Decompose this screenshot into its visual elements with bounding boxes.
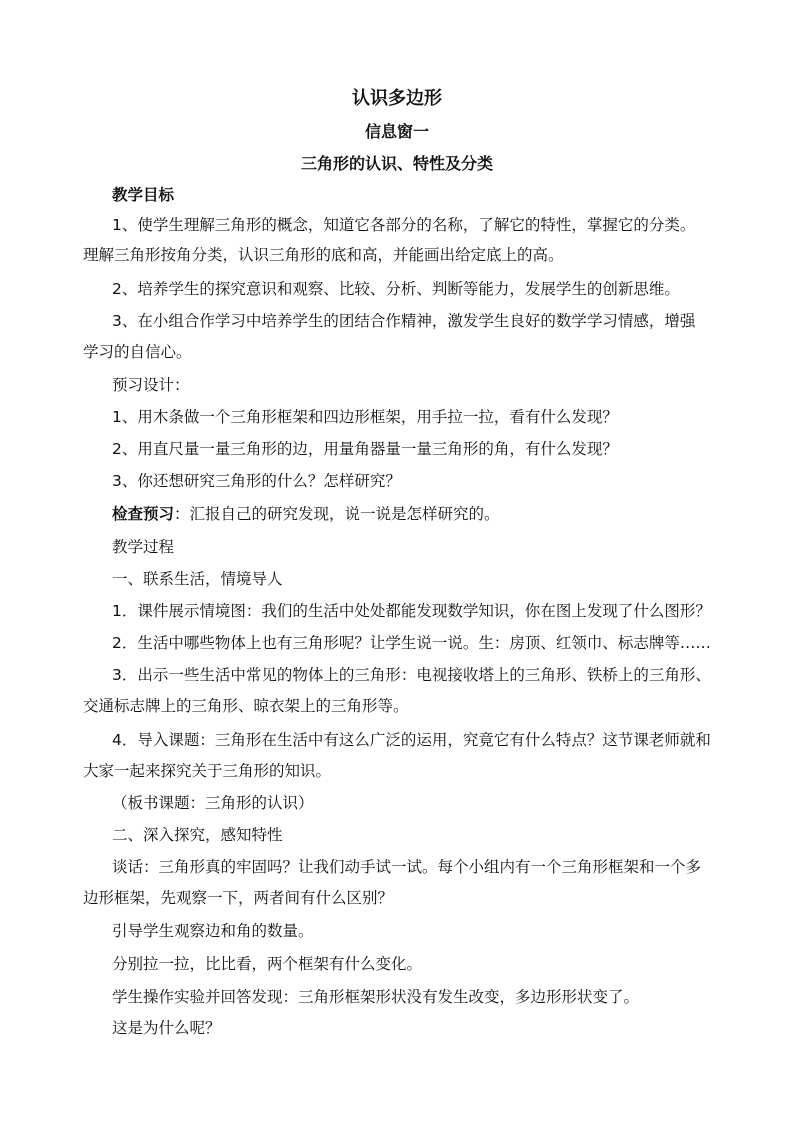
step-3-line-1: 3．出示一些生活中常见的物体上的三角形：电视接收塔上的三角形、铁桥上的三角形、 bbox=[112, 666, 711, 684]
process-heading: 教学过程 bbox=[112, 538, 175, 556]
objective-1-line-1: 1、使学生理解三角形的概念，知道它各部分的名称，了解它的特性，掌握它的分类。 bbox=[112, 216, 696, 234]
board-note: （板书课题：三角形的认识） bbox=[112, 794, 314, 812]
document-title: 认识多边形 bbox=[352, 88, 442, 109]
preview-heading: 预习设计： bbox=[112, 376, 190, 394]
guide-line: 引导学生观察边和角的数量。 bbox=[112, 922, 314, 940]
section-2-heading: 二、深入探究，感知特性 bbox=[112, 826, 283, 844]
objectives-heading: 教学目标 bbox=[112, 186, 175, 204]
step-2: 2．生活中哪些物体上也有三角形呢？让学生说一说。生：房顶、红领巾、标志牌等…… bbox=[112, 634, 711, 652]
why-line: 这是为什么呢？ bbox=[112, 1019, 221, 1037]
section-1-heading: 一、联系生活，情境导人 bbox=[112, 570, 283, 588]
check-preview-text: ：汇报自己的研究发现，说一说是怎样研究的。 bbox=[174, 505, 500, 523]
objective-3-line-1: 3、在小组合作学习中培养学生的团结合作精神，激发学生良好的数学学习情感，增强 bbox=[112, 312, 696, 330]
result-line: 学生操作实验并回答发现：三角形框架形状没有发生改变，多边形形状变了。 bbox=[112, 988, 640, 1006]
preview-item-2: 2、用直尺量一量三角形的边，用量角器量一量三角形的角，有什么发现？ bbox=[112, 440, 618, 458]
objective-2: 2、培养学生的探究意识和观察、比较、分析、判断等能力，发展学生的创新思维。 bbox=[112, 280, 680, 298]
objective-1-line-2: 理解三角形按角分类，认识三角形的底和高，并能画出给定底上的高。 bbox=[83, 246, 564, 264]
step-1: 1．课件展示情境图：我们的生活中处处都能发现数学知识，你在图上发现了什么图形？ bbox=[112, 602, 711, 620]
check-preview-label: 检查预习 bbox=[112, 505, 175, 523]
lesson-topic: 三角形的认识、特性及分类 bbox=[300, 154, 493, 173]
talk-line-2: 边形框架，先观察一下，两者间有什么区别？ bbox=[83, 889, 394, 907]
objective-3-line-2: 学习的自信心。 bbox=[83, 343, 192, 361]
pull-line: 分别拉一拉，比比看，两个框架有什么变化。 bbox=[112, 955, 423, 973]
step-4-line-2: 大家一起来探究关于三角形的知识。 bbox=[83, 762, 332, 780]
step-3-line-2: 交通标志牌上的三角形、晾衣架上的三角形等。 bbox=[83, 697, 409, 715]
preview-item-1: 1、用木条做一个三角形框架和四边形框架，用手拉一拉，看有什么发现？ bbox=[112, 408, 618, 426]
preview-item-3: 3、你还想研究三角形的什么？怎样研究？ bbox=[112, 472, 401, 490]
step-4-line-1: 4．导入课题：三角形在生活中有这么广泛的运用，究竟它有什么特点？这节课老师就和 bbox=[112, 731, 711, 749]
talk-line-1: 谈话：三角形真的牢固吗？让我们动手试一试。每个小组内有一个三角形框架和一个多 bbox=[112, 858, 702, 876]
document-subtitle: 信息窗一 bbox=[364, 122, 429, 141]
check-preview-line bbox=[112, 507, 500, 523]
